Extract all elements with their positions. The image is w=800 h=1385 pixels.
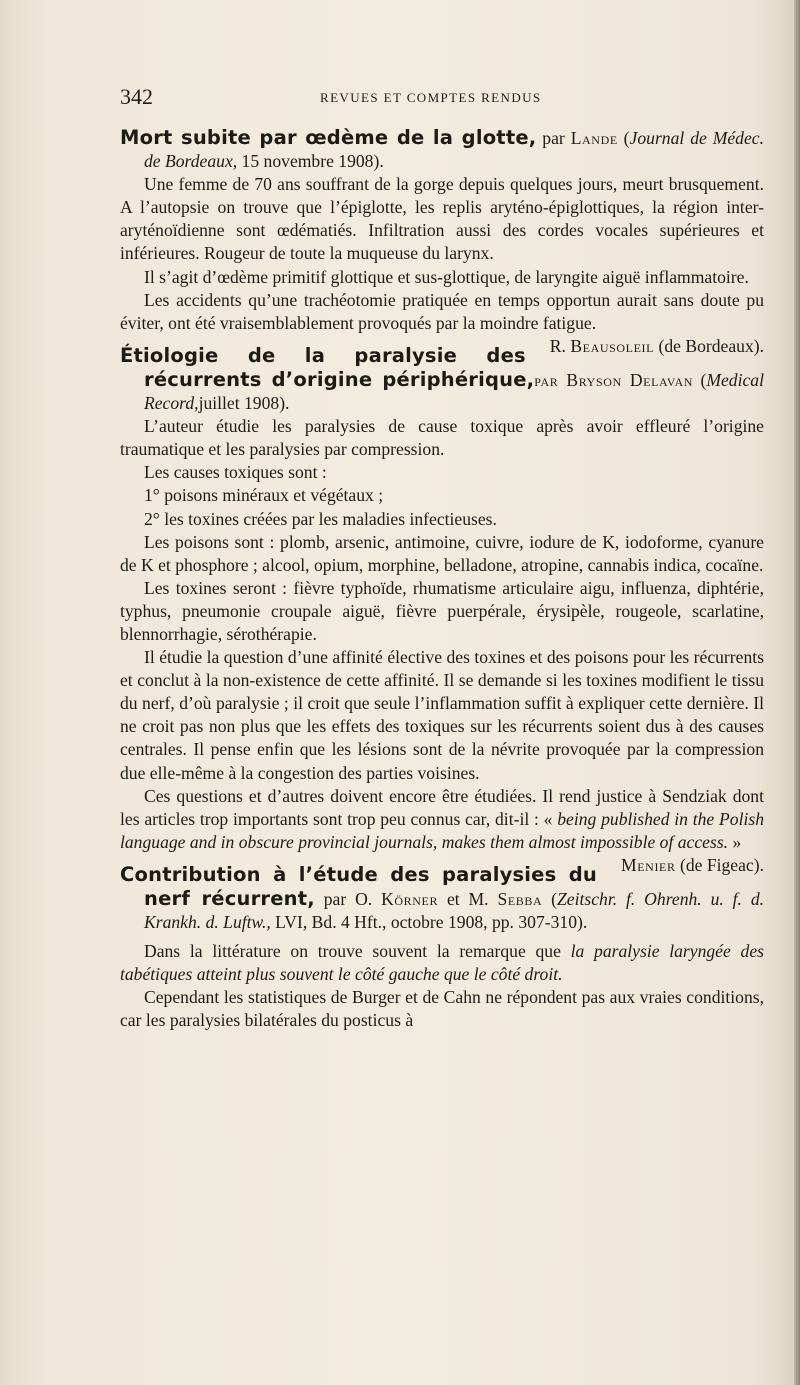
- text-column: [120, 126, 764, 1033]
- ref-text: 15 novembre 1908).: [237, 151, 384, 172]
- list-item: 1° poisons minéraux et végétaux ;: [144, 485, 384, 506]
- journal-name: Medical Record,: [144, 369, 764, 414]
- signature: Menier (de Figeac).: [621, 854, 764, 875]
- list-item: 2° les toxines créées par les maladies infectieuses.: [144, 508, 497, 529]
- paragraph: Il étudie la question d’une affinité élective des toxines et des poisons pour les récurrents et conclut à la non-existence de cette affinité. Il se demande si les toxines modifient le tissu du nerf, d’où paralysie ; il croit que seule l’inflammation suffit à expliquer cette dernière. Il ne croit pas non plus que les effets des toxiques sur les récurrents soient dus à des causes centrales. Il pense enfin que les lésions sont de la névrite provoquée par la compression due elle-même à la congestion des parties voisines.: [120, 647, 764, 783]
- author-name: Körner: [381, 889, 439, 909]
- journal-name: Journal de Médec. de Bordeaux,: [144, 128, 764, 172]
- paragraph: Ces questions et d’autres doivent encore être étudiées. Il rend justice à Sendziak dont les articles trop importants sont trop peu connus car, dit-il : « being published in the Polish language and in obscure provincial journals, makes them almost impossible of access. » Menier (de Figeac).: [120, 785, 764, 854]
- ref-text: LVI, Bd. 4 Hft., octobre 1908, pp. 307-310).: [270, 912, 588, 933]
- running-title: REVUES ET COMPTES RENDUS: [320, 90, 542, 105]
- paragraph: Dans la littérature on trouve souvent la remarque que la paralysie laryngée des tabétiques atteint plus souvent le côté gauche que le côté droit.: [120, 941, 764, 985]
- paragraph: Il s’agit d’œdème primitif glottique et sus-glottique, de laryngite aiguë inflammatoire.: [144, 266, 749, 287]
- english-quote: being published in the Polish language and in obscure provincial journals, makes them almost impossible of access.: [120, 808, 764, 852]
- ref-text: et M.: [438, 889, 498, 909]
- author-name: Bryson Delavan: [566, 369, 693, 390]
- article-title: Étiologie de la paralysie des récurrents d’origine périphérique,: [120, 343, 535, 391]
- ref-text: (: [542, 889, 558, 909]
- paragraph-text: Les accidents qu’une trachéotomie pratiquée en temps opportun aurait sans doute pu éviter, ont été vraisemblablement provoqués par la moindre fatigue.: [120, 289, 764, 333]
- ref-text: par: [536, 128, 571, 148]
- paragraph: Cependant les statistiques de Burger et de Cahn ne répondent pas aux vraies conditions, car les paralysies bilatérales du posticus à: [120, 987, 764, 1031]
- paragraph: Les poisons sont : plomb, arsenic, antimoine, cuivre, iodure de K, iodoforme, cyanure de K et phosphore ; alcool, opium, morphine, belladone, atropine, cannabis indica, cocaïne.: [120, 531, 764, 575]
- emphasis: la paralysie laryngée des tabétiques atteint plus souvent le côté gauche que le côté droit.: [120, 941, 764, 985]
- ref-text: par: [534, 369, 567, 390]
- journal-name: Zeitschr. f. Ohrenh. u. f. d. Krankh. d. Luftw.,: [144, 889, 765, 933]
- article-title: Mort subite par œdème de la glotte,: [120, 126, 537, 149]
- running-header: [120, 84, 764, 114]
- page-number: 342: [120, 84, 153, 109]
- ref-text: (: [692, 369, 707, 390]
- author-name: Lande: [570, 128, 618, 148]
- paragraph: L’auteur étudie les paralysies de cause toxique après avoir effleuré l’origine traumatique et les paralysies par compression.: [120, 416, 764, 460]
- paragraph: Les causes toxiques sont :: [144, 462, 327, 483]
- article-title: Contribution à l’étude des paralysies du nerf récurrent,: [120, 862, 597, 910]
- article-heading: [120, 126, 764, 173]
- page-edge-shadow: [794, 0, 800, 1385]
- ref-text: par O.: [314, 889, 382, 909]
- paragraph: [120, 289, 764, 356]
- ref-text: juillet 1908).: [198, 393, 290, 414]
- paragraph: Une femme de 70 ans souffrant de la gorge depuis quelques jours, meurt brusquement. A l’autopsie on trouve que l’épiglotte, les replis aryténo-épiglottiques, la région inter-aryténoïdienne sont œdématiés. Infiltration aussi des cordes vocales supérieures et inférieures. Rougeur de toute la muqueuse du larynx.: [120, 174, 764, 264]
- ref-text: (: [617, 128, 630, 148]
- paragraph: Les toxines seront : fièvre typhoïde, rhumatisme articulaire aigu, influenza, diphtérie, typhus, pneumonie croupale aiguë, fièvre puerpérale, érysipèle, rougeole, scarlatine, blennorrhagie, sérothérapie.: [120, 577, 764, 644]
- signature: R. Beausoleil (de Bordeaux).: [549, 335, 764, 356]
- author-name: Sebba: [497, 889, 543, 909]
